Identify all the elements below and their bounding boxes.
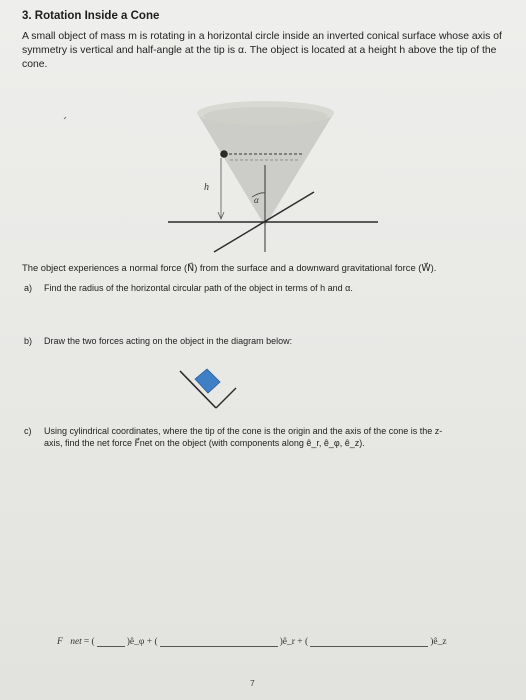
equation-unit-r: )ê_r + (	[279, 637, 309, 647]
answer-blank-r[interactable]	[160, 637, 278, 647]
net-force-equation	[57, 637, 447, 647]
part-a	[24, 282, 504, 294]
problem-intro: A small object of mass m is rotating in a horizontal circle inside an inverted conical surface whose axis of symmetry is vertical and half-angle at the tip is α. The object is located at a height h above the tip of the cone.	[22, 31, 502, 70]
stray-mark	[64, 117, 66, 119]
part-a-text: Find the radius of the horizontal circular path of the object in terms of h and α.	[44, 283, 353, 293]
equation-equals: = (	[83, 637, 95, 647]
equation-unit-phi: )ê_φ + (	[126, 637, 158, 647]
equation-lhs: F⃗net	[57, 637, 82, 647]
answer-blank-phi[interactable]	[97, 637, 125, 647]
incline-line-right	[216, 388, 236, 408]
part-b-label: b)	[24, 336, 33, 346]
cone-inner-shade	[204, 107, 328, 125]
page-number: 7	[250, 678, 255, 688]
answer-blank-z[interactable]	[310, 637, 428, 647]
part-b	[24, 335, 504, 347]
part-c-line1: Using cylindrical coordinates, where the tip of the cone is the origin and the axis of the cone is the z-	[44, 426, 443, 436]
angle-label: α	[254, 195, 259, 205]
part-c-label: c)	[24, 426, 32, 436]
equation-unit-z: )ê_z	[430, 637, 447, 647]
height-label: h	[204, 182, 209, 193]
part-b-text: Draw the two forces acting on the object in the diagram below:	[44, 336, 293, 346]
problem-title: 3. Rotation Inside a Cone	[22, 10, 160, 22]
part-a-label: a)	[24, 283, 33, 293]
object-dot	[220, 150, 228, 158]
block-diagram	[176, 365, 256, 425]
part-c	[24, 425, 494, 449]
forces-statement: The object experiences a normal force (N⃗) from the surface and a downward gravitational force (W⃗).	[22, 262, 437, 273]
part-c-line2: axis, find the net force F⃗net on the object (with components along ê_r, ê_φ, ê_z).	[44, 438, 365, 448]
